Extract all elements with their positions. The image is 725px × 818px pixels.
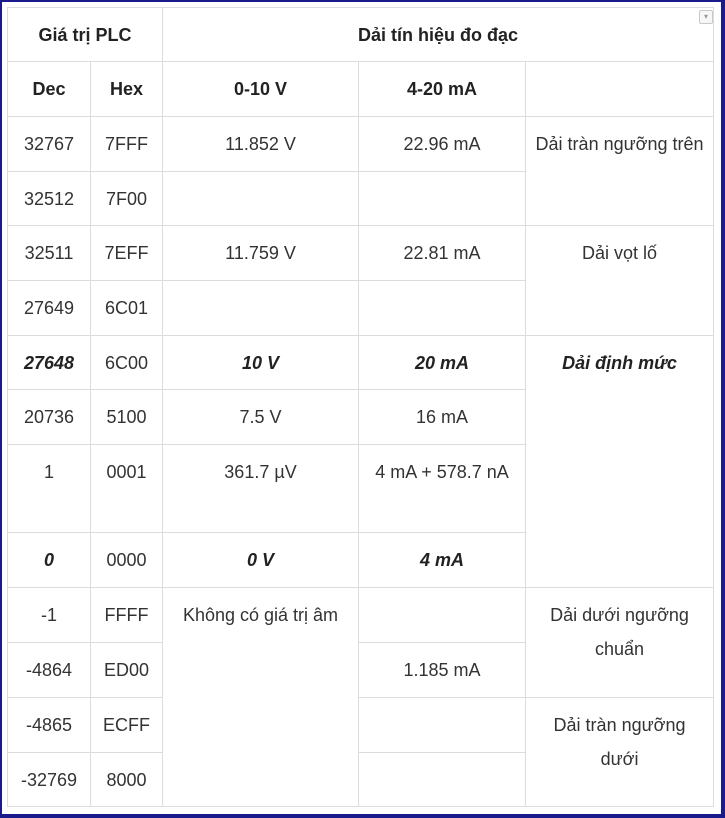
header-range-name bbox=[526, 62, 714, 117]
header-plc-value: Giá trị PLC bbox=[8, 8, 163, 62]
voltage-cell: 10 V bbox=[163, 336, 359, 390]
dec-cell: 27648 bbox=[8, 336, 91, 390]
plc-signal-table bbox=[7, 7, 714, 807]
dec-cell: -4864 bbox=[8, 643, 91, 698]
table-row bbox=[8, 336, 714, 390]
header-voltage: 0-10 V bbox=[163, 62, 359, 117]
voltage-cell: 7.5 V bbox=[163, 390, 359, 445]
dec-cell: 27649 bbox=[8, 281, 91, 336]
current-cell bbox=[359, 588, 526, 643]
current-cell: 22.81 mA bbox=[359, 226, 526, 281]
hex-cell: 6C00 bbox=[91, 336, 163, 390]
dec-cell: 32512 bbox=[8, 172, 91, 226]
hex-cell: 8000 bbox=[91, 753, 163, 807]
header-current: 4-20 mA bbox=[359, 62, 526, 117]
hex-cell: 6C01 bbox=[91, 281, 163, 336]
voltage-cell bbox=[163, 281, 359, 336]
header-row bbox=[8, 8, 714, 62]
hex-cell: 0000 bbox=[91, 533, 163, 588]
dec-cell: 32511 bbox=[8, 226, 91, 281]
current-cell: 4 mA bbox=[359, 533, 526, 588]
subheader-row bbox=[8, 62, 714, 117]
dec-cell: -32769 bbox=[8, 753, 91, 807]
table-row bbox=[8, 588, 714, 643]
current-cell: 20 mA bbox=[359, 336, 526, 390]
dec-cell: 0 bbox=[8, 533, 91, 588]
current-cell: 4 mA + 578.7 nA bbox=[359, 445, 526, 533]
voltage-cell: 11.852 V bbox=[163, 117, 359, 172]
current-cell: 16 mA bbox=[359, 390, 526, 445]
table-row bbox=[8, 117, 714, 172]
voltage-cell: 0 V bbox=[163, 533, 359, 588]
voltage-cell bbox=[163, 172, 359, 226]
voltage-cell: 361.7 µV bbox=[163, 445, 359, 533]
range-overflow-upper: Dải tràn ngưỡng trên bbox=[526, 117, 714, 226]
range-nominal: Dải định mức bbox=[526, 336, 714, 588]
header-dec: Dec bbox=[8, 62, 91, 117]
hex-cell: 7F00 bbox=[91, 172, 163, 226]
dec-cell: 1 bbox=[8, 445, 91, 533]
voltage-no-negative: Không có giá trị âm bbox=[163, 588, 359, 807]
hex-cell: 7EFF bbox=[91, 226, 163, 281]
hex-cell: 5100 bbox=[91, 390, 163, 445]
table-row bbox=[8, 698, 714, 753]
hex-cell: ECFF bbox=[91, 698, 163, 753]
range-overflow-lower: Dải tràn ngưỡng dưới bbox=[526, 698, 714, 807]
current-cell bbox=[359, 753, 526, 807]
current-cell: 22.96 mA bbox=[359, 117, 526, 172]
range-overshoot: Dải vọt lố bbox=[526, 226, 714, 336]
chevron-down-icon[interactable]: ▾ bbox=[699, 10, 713, 24]
dec-cell: 20736 bbox=[8, 390, 91, 445]
hex-cell: FFFF bbox=[91, 588, 163, 643]
current-cell bbox=[359, 172, 526, 226]
table-row bbox=[8, 226, 714, 281]
current-cell bbox=[359, 698, 526, 753]
hex-cell: 7FFF bbox=[91, 117, 163, 172]
dec-cell: -4865 bbox=[8, 698, 91, 753]
dec-cell: -1 bbox=[8, 588, 91, 643]
hex-cell: ED00 bbox=[91, 643, 163, 698]
current-cell: 1.185 mA bbox=[359, 643, 526, 698]
header-signal-range: Dải tín hiệu đo đạc bbox=[163, 8, 714, 62]
dec-cell: 32767 bbox=[8, 117, 91, 172]
current-cell bbox=[359, 281, 526, 336]
header-hex: Hex bbox=[91, 62, 163, 117]
range-below-nominal: Dải dưới ngưỡng chuẩn bbox=[526, 588, 714, 698]
voltage-cell: 11.759 V bbox=[163, 226, 359, 281]
hex-cell: 0001 bbox=[91, 445, 163, 533]
